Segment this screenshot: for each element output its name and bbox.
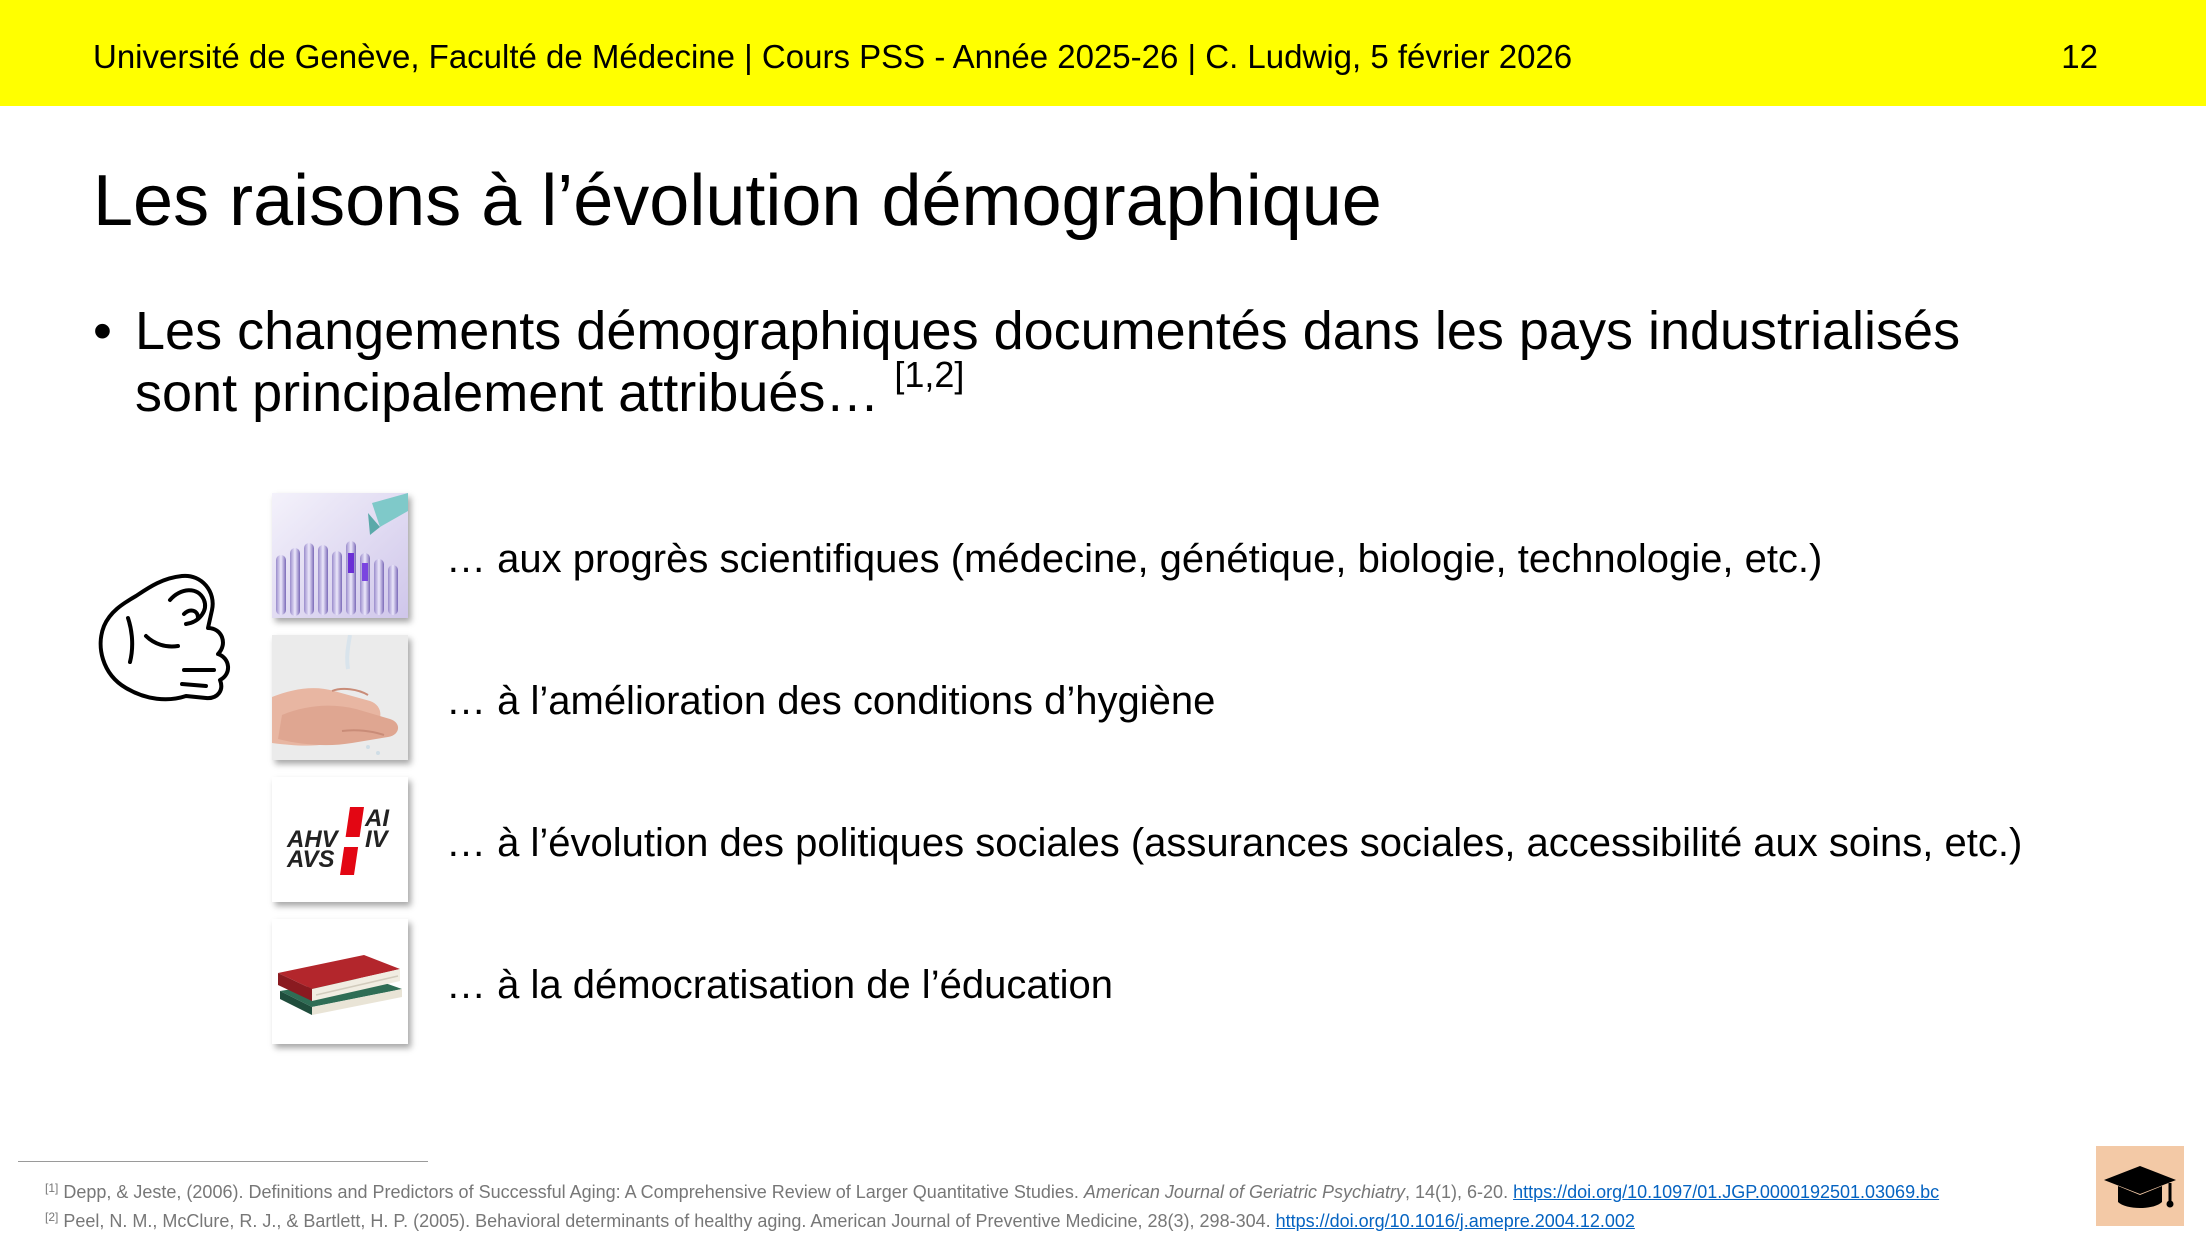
reference-2-link[interactable]: https://doi.org/10.1016/j.amepre.2004.12.002 (1275, 1211, 1635, 1231)
header-text: Université de Genève, Faculté de Médecine | Cours PSS - Année 2025-26 | C. Ludwig, 5 février 2026 (93, 38, 1573, 75)
item-text-hygiene: … à l’amélioration des conditions d’hygiène (446, 679, 1216, 723)
bullet-citation: [1,2] (894, 354, 965, 395)
reference-1-details: , 14(1), 6-20. (1405, 1182, 1514, 1202)
header-bar (0, 0, 2206, 106)
reference-1 (45, 1182, 1939, 1203)
item-text-science: … aux progrès scientifiques (médecine, génétique, biologie, technologie, etc.) (446, 537, 1823, 581)
logo-iv: IV (365, 826, 388, 853)
swiss-cross-icon (340, 807, 366, 875)
bullet-body: Les changements démographiques documentés dans les pays industrialisés sont principalement attribués… (135, 301, 1961, 423)
logo-avs: AVS (287, 846, 335, 873)
test-tubes-image (272, 493, 408, 618)
bullet-marker: • (93, 301, 112, 361)
item-text-social-policy: … à l’évolution des politiques sociales (assurances sociales, accessibilité aux soins, etc.) (446, 821, 2023, 865)
reference-1-journal: American Journal of Geriatric Psychiatry (1083, 1182, 1406, 1202)
item-text-education: … à la démocratisation de l’éducation (446, 963, 1114, 1007)
reference-2-text: Peel, N. M., McClure, R. J., & Bartlett, H. P. (2005). Behavioral determinants of healthy aging. American Journal of Preventive Medicine, 28(3), 298-304. (63, 1211, 1276, 1231)
books-icon (272, 919, 408, 1044)
reference-1-marker: [1] (45, 1181, 59, 1195)
graduation-cap-icon (2096, 1146, 2184, 1226)
ahv-ai-logo (272, 777, 408, 902)
reference-1-link[interactable]: https://doi.org/10.1097/01.JGP.0000192501.03069.bc (1513, 1182, 1940, 1202)
graduation-cap-button[interactable] (2096, 1146, 2184, 1226)
pointing-hand-icon (86, 566, 236, 711)
slide-number: 12 (2061, 38, 2098, 75)
logo-ahv: AHV (287, 826, 338, 853)
logo-ai: AI (365, 805, 389, 832)
test-tubes-icon (272, 493, 408, 618)
reference-2 (45, 1211, 1635, 1232)
footnote-divider (18, 1161, 428, 1162)
bullet-text (135, 300, 2035, 424)
reference-1-text: Depp, & Jeste, (2006). Definitions and Predictors of Successful Aging: A Comprehensive Review of Larger Quantitative Studies. (63, 1182, 1084, 1202)
reference-2-marker: [2] (45, 1210, 59, 1224)
hand-washing-icon (272, 635, 408, 760)
slide-title: Les raisons à l’évolution démographique (93, 161, 1382, 241)
hand-washing-image (272, 635, 408, 760)
books-image (272, 919, 408, 1044)
